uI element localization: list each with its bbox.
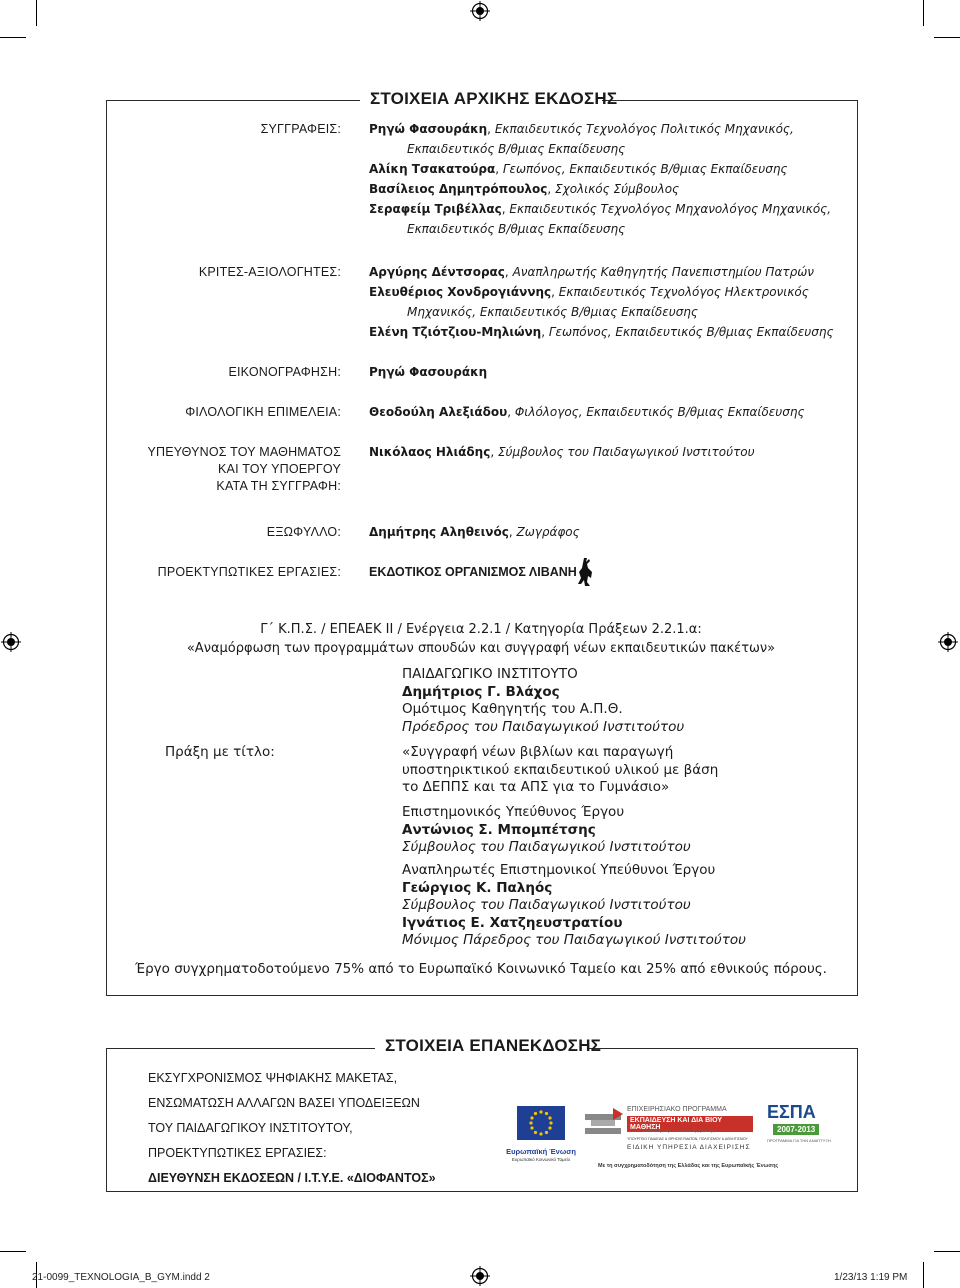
action-label: Πράξη με τίτλο: — [165, 744, 275, 760]
author-entry — [369, 199, 831, 219]
action-title — [402, 744, 718, 797]
author-role: Γεωπόνος, Εκπαιδευτικός Β/θμιας Εκπαίδευσης — [502, 162, 788, 176]
reviewer-name: Ελένη Τζιότζιου-Μηλιώνη — [369, 325, 542, 339]
deputy-role: Μόνιμος Πάρεδρος του Παιδαγωγικού Ινστιτούτου — [402, 932, 746, 948]
deputy-leads-heading: Αναπληρωτές Επιστημονικοί Υπεύθυνοι Έργου — [402, 862, 716, 878]
scientific-lead-heading: Επιστημονικός Υπεύθυνος Έργου — [402, 804, 625, 820]
cover-value — [369, 522, 580, 542]
author-entry-cont — [369, 219, 831, 239]
author-name: Ρηγώ Φασουράκη — [369, 122, 488, 136]
crop-mark — [0, 37, 26, 38]
action-title-line: υποστηρικτικού εκπαιδευτικού υλικού με βάση — [402, 761, 719, 778]
institute-name: ΠΑΙΔΑΓΩΓΙΚΟ ΙΝΣΤΙΤΟΥΤΟ — [402, 666, 578, 682]
author-entry — [369, 179, 831, 199]
reprint-line: ΠΡΟΕΚΤΥΠΩΤΙΚΕΣ ΕΡΓΑΣΙΕΣ: — [148, 1146, 327, 1160]
separator: , — [508, 525, 517, 539]
responsible-value — [369, 442, 755, 462]
author-entry — [369, 159, 831, 179]
crop-mark — [934, 1251, 960, 1252]
responsible-name: Νικόλαος Ηλιάδης — [369, 445, 491, 459]
illustrator-name: Ρηγώ Φασουράκη — [369, 365, 488, 379]
registration-mark-left — [1, 632, 21, 652]
espa-sub: ΠΡΟΓΡΑΜΜΑ ΓΙΑ ΤΗΝ ΑΝΑΠΤΥΞΗ — [767, 1138, 831, 1143]
separator: , — [495, 162, 503, 176]
action-title-line: το ΔΕΠΠΣ και τα ΑΠΣ για το Γυμνάσιο» — [402, 779, 670, 795]
author-entry-cont — [369, 139, 831, 159]
author-entry — [369, 119, 831, 139]
eu-name: Ευρωπαϊκή Ένωση — [506, 1147, 576, 1156]
op-line-2: ΕΚΠΑΙΔΕΥΣΗ ΚΑΙ ΔΙΑ ΒΙΟΥ ΜΑΘΗΣΗ — [627, 1116, 753, 1132]
original-edition-title: ΣΤΟΙΧΕΙΑ ΑΡΧΙΚΗΣ ΕΚΔΟΣΗΣ — [370, 89, 618, 108]
reviewer-role: Γεωπόνος, Εκπαιδευτικός Β/θμιας Εκπαίδευσης — [548, 325, 834, 339]
label-reviewers: ΚΡΙΤΕΣ-ΑΞΙΟΛΟΓΗΤΕΣ: — [198, 265, 341, 279]
label-responsible — [147, 444, 341, 495]
reprint-line: ΕΚΣΥΓΧΡΟΝΙΣΜΟΣ ΨΗΦΙΑΚΗΣ ΜΑΚΕΤΑΣ, — [148, 1071, 398, 1085]
reviewer-entry-cont — [369, 302, 834, 322]
op-slogan: επένδυση στην κοινωνία της γνώσης — [643, 1129, 715, 1134]
separator: , — [490, 445, 498, 459]
editor-value — [369, 402, 804, 422]
author-role: Εκπαιδευτικός Β/θμιας Εκπαίδευσης — [407, 142, 626, 156]
deputy-name: Ιγνάτιος Ε. Χατζηευστρατίου — [402, 914, 623, 931]
scientific-lead-block — [402, 804, 691, 857]
crop-mark — [923, 0, 924, 26]
espa-years: 2007-2013 — [773, 1124, 819, 1135]
authors-list — [369, 119, 831, 239]
operational-programme-logo — [583, 1104, 753, 1156]
reviewer-role: Αναπληρωτής Καθηγητής Πανεπιστημίου Πατρών — [512, 265, 814, 279]
cover-artist-role: Ζωγράφος — [516, 525, 580, 539]
cover-artist-name: Δημήτρης Αληθεινός — [369, 525, 509, 539]
reviewer-role: Εκπαιδευτικός Τεχνολόγος Ηλεκτρονικός — [558, 285, 809, 299]
separator: , — [501, 202, 510, 216]
eu-sub: Ευρωπαϊκό Κοινωνικό Ταμείο — [511, 1157, 571, 1162]
responsible-role: Σύμβουλος του Παιδαγωγικού Ινστιτούτου — [497, 445, 755, 459]
separator: , — [551, 285, 559, 299]
label-editing: ΦΙΛΟΛΟΓΙΚΗ ΕΠΙΜΕΛΕΙΑ: — [185, 405, 341, 419]
registration-mark-bottom — [470, 1266, 490, 1286]
deputy-name: Γεώργιος Κ. Παληός — [402, 879, 553, 896]
author-name: Αλίκη Τσακατούρα — [369, 162, 496, 176]
label-responsible-line: ΥΠΕΥΘΥΝΟΣ ΤΟΥ ΜΑΘΗΜΑΤΟΣ — [147, 445, 341, 459]
reviewer-entry — [369, 262, 834, 282]
prepress-value: ΕΚΔΟΤΙΚΟΣ ΟΡΓΑΝΙΣΜΟΣ ΛΙΒΑΝΗ — [369, 565, 577, 579]
reprint-title: ΣΤΟΙΧΕΙΑ ΕΠΑΝΕΚΔΟΣΗΣ — [385, 1036, 602, 1055]
label-authors: ΣΥΓΓΡΑΦΕΙΣ: — [260, 122, 341, 136]
crop-mark — [934, 37, 960, 38]
reviewer-entry — [369, 322, 834, 342]
author-name: Σεραφείμ Τριβέλλας — [369, 202, 502, 216]
author-name: Βασίλειος Δημητρόπουλος — [369, 182, 548, 196]
separator: , — [507, 405, 515, 419]
deputy-leads-block — [402, 862, 746, 950]
author-role: Εκπαιδευτικός Β/θμιας Εκπαίδευσης — [407, 222, 626, 236]
ministry-name: ΥΠΟΥΡΓΕΙΟ ΠΑΙΔΕΙΑΣ & ΘΡΗΣΚΕΥΜΑΤΩΝ, ΠΟΛΙΤΙΣΜΟΥ & ΑΘΛΗΤΙΣΜΟΥ — [627, 1137, 748, 1141]
registration-mark-top — [470, 1, 490, 21]
reviewer-name: Αργύρης Δέντσορας — [369, 265, 505, 279]
crop-mark — [923, 1262, 924, 1288]
op-line-1: ΕΠΙΧΕΙΡΗΣΙΑΚΟ ΠΡΟΓΡΑΜΜΑ — [627, 1106, 727, 1113]
label-illustration: ΕΙΚΟΝΟΓΡΑΦΗΣΗ: — [228, 365, 341, 379]
label-prepress: ΠΡΟΕΚΤΥΠΩΤΙΚΕΣ ΕΡΓΑΣΙΕΣ: — [157, 565, 341, 579]
label-responsible-line: ΚΑΤΑ ΤΗ ΣΥΓΓΡΑΦΗ: — [216, 479, 341, 493]
program-line-1: Γ΄ Κ.Π.Σ. / ΕΠΕΑΕΚ ΙΙ / Ενέργεια 2.2.1 / Κατηγορία Πράξεων 2.2.1.α: — [260, 622, 702, 637]
editor-role: Φιλόλογος, Εκπαιδευτικός Β/θμιας Εκπαίδευσης — [514, 405, 805, 419]
president-title: Ομότιμος Καθηγητής του Α.Π.Θ. — [402, 701, 623, 717]
footer-filename: 21-0099_TEXNOLOGIA_B_GYM.indd 2 — [32, 1272, 210, 1283]
reviewer-entry — [369, 282, 834, 302]
eu-logo — [505, 1106, 577, 1170]
separator: , — [547, 182, 556, 196]
illustrator-value — [369, 362, 487, 382]
label-responsible-line: ΚΑΙ ΤΟΥ ΥΠΟΕΡΓΟΥ — [218, 462, 341, 476]
espa-wordmark: ΕΣΠΑ — [767, 1102, 816, 1122]
scientific-lead-role: Σύμβουλος του Παιδαγωγικού Ινστιτούτου — [402, 839, 691, 855]
president-name: Δημήτριος Γ. Βλάχος — [402, 683, 560, 700]
crop-mark — [0, 1251, 26, 1252]
funding-note: Έργο συγχρηματοδοτούμενο 75% από το Ευρωπαϊκό Κοινωνικό Ταμείο και 25% από εθνικούς πόρους. — [135, 961, 827, 977]
reprint-line: ΤΟΥ ΠΑΙΔΑΓΩΓΙΚΟΥ ΙΝΣΤΙΤΟΥΤΟΥ, — [148, 1121, 353, 1135]
institute-block — [402, 666, 684, 736]
crop-mark — [36, 0, 37, 26]
reviewer-name: Ελευθέριος Χονδρογιάννης — [369, 285, 552, 299]
deputy-role: Σύμβουλος του Παιδαγωγικού Ινστιτούτου — [402, 897, 691, 913]
program-line-2: «Αναμόρφωση των προγραμμάτων σπουδών και συγγραφή νέων εκπαιδευτικών πακέτων» — [186, 641, 776, 656]
separator: , — [487, 122, 495, 136]
label-cover: ΕΞΩΦΥΛΛΟ: — [266, 525, 341, 539]
president-role: Πρόεδρος του Παιδαγωγικού Ινστιτούτου — [402, 718, 685, 735]
registration-mark-right — [938, 632, 958, 652]
managing-authority: ΕΙΔΙΚΗ ΥΠΗΡΕΣΙΑ ΔΙΑΧΕΙΡΙΣΗΣ — [627, 1144, 751, 1151]
eu-flag-icon — [517, 1106, 565, 1140]
separator: , — [504, 265, 513, 279]
reprint-publisher: ΔΙΕΥΘΥΝΣΗ ΕΚΔΟΣΕΩΝ / Ι.Τ.Υ.Ε. «ΔΙΟΦΑΝΤΟΣ» — [148, 1171, 436, 1185]
espa-logo — [767, 1102, 833, 1152]
separator: , — [541, 325, 549, 339]
author-role: Σχολικός Σύμβουλος — [555, 182, 680, 196]
publisher-deer-logo-icon — [574, 556, 596, 588]
scientific-lead-name: Αντώνιος Σ. Μπομπέτσης — [402, 821, 596, 838]
op-emblem-icon — [583, 1108, 623, 1142]
reviewers-list — [369, 262, 834, 342]
author-role: Εκπαιδευτικός Τεχνολόγος Μηχανολόγος Μηχανικός, — [509, 202, 832, 216]
footer-timestamp: 1/23/13 1:19 PM — [834, 1272, 908, 1283]
author-role: Εκπαιδευτικός Τεχνολόγος Πολιτικός Μηχανικός, — [494, 122, 794, 136]
reprint-line: ΕΝΣΩΜΑΤΩΣΗ ΑΛΛΑΓΩΝ ΒΑΣΕΙ ΥΠΟΔΕΙΞΕΩΝ — [148, 1096, 420, 1110]
cofunding-note: Με τη συγχρηματοδότηση της Ελλάδας και της Ευρωπαϊκής Ένωσης — [598, 1163, 779, 1169]
reviewer-role: Μηχανικός, Εκπαιδευτικός Β/θμιας Εκπαίδευσης — [407, 305, 698, 319]
editor-name: Θεοδούλη Αλεξιάδου — [369, 405, 508, 419]
action-title-line: «Συγγραφή νέων βιβλίων και παραγωγή — [402, 744, 674, 760]
